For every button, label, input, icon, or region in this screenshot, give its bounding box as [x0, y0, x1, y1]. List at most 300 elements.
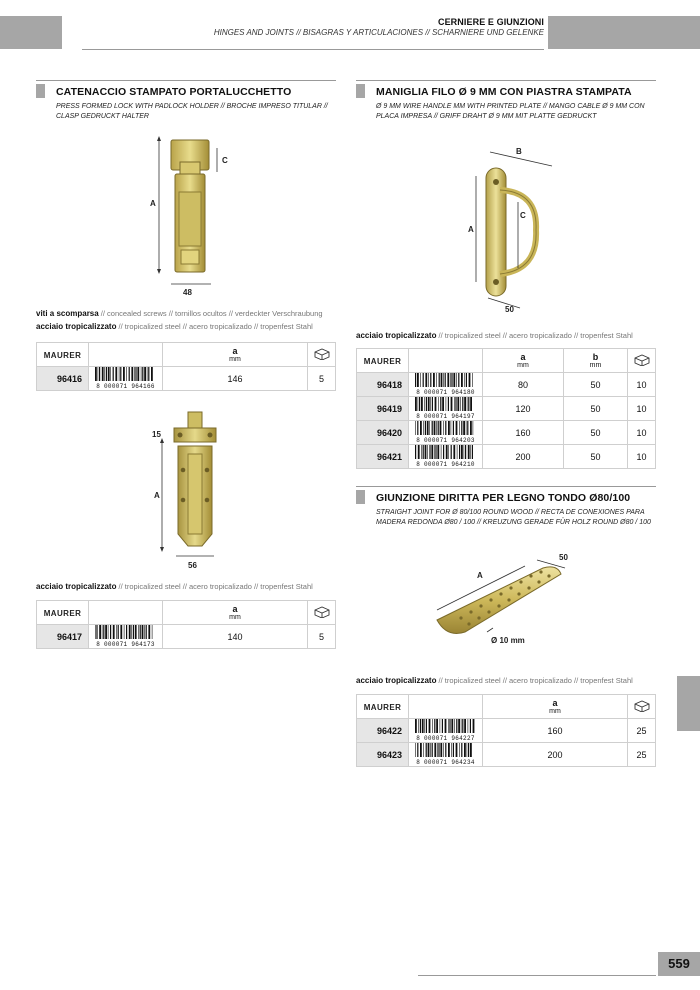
col-a-header: a mm — [163, 601, 308, 625]
barcode-bar — [417, 743, 418, 757]
value-a: 160 — [483, 421, 564, 445]
barcode-bar — [459, 743, 460, 757]
dim-width-label: 48 — [183, 288, 192, 297]
barcode-bar — [459, 445, 460, 459]
barcode-bar — [470, 719, 471, 733]
barcode-bar — [440, 743, 442, 757]
section-divider — [36, 80, 336, 81]
header-left-block — [0, 16, 62, 49]
barcode-bar — [108, 367, 110, 381]
barcode-bar — [427, 421, 429, 435]
barcode-bar — [144, 367, 146, 381]
barcode-bar — [428, 743, 430, 757]
section-subtitle-padlock-latch: PRESS FORMED LOCK WITH PADLOCK HOLDER // BROCHE IMPRESO TITULAR // CLASP GEDRUCKT HALTER — [56, 103, 328, 120]
barcode-bar — [434, 421, 436, 435]
note-material: acciaio tropicalizzato // tropicalized steel // acero tropicalizado // tropenfest Stahl — [356, 676, 633, 685]
brand-logo: MAURER — [357, 349, 409, 373]
straight-joint-image — [425, 548, 585, 652]
padlock-latch-image — [145, 132, 245, 300]
barcode-bar — [461, 445, 463, 459]
barcode-bar — [461, 743, 462, 757]
barcode-bar — [470, 445, 471, 459]
barcode-bar — [120, 367, 121, 381]
barcode-bar — [425, 373, 427, 387]
dim-top-label: 15 — [152, 430, 161, 439]
barcode-bar — [465, 445, 466, 459]
barcode-bar — [440, 719, 441, 733]
product-table-wire-handle — [356, 348, 656, 469]
value-qty: 10 — [628, 445, 656, 469]
pack-quantity-icon — [628, 349, 656, 373]
product-table-96416 — [36, 342, 336, 391]
barcode-bar — [451, 421, 452, 435]
product-code: 96416 — [37, 367, 89, 391]
barcode-bar — [134, 367, 135, 381]
table-row — [357, 373, 656, 397]
barcode-bar — [151, 367, 153, 381]
barcode-bar — [435, 397, 437, 411]
barcode-bar — [451, 445, 452, 459]
barcode-bar — [456, 373, 457, 387]
header-right-block — [548, 16, 700, 49]
product-code: 96417 — [37, 625, 89, 649]
barcode-bar — [468, 445, 470, 459]
value-qty: 25 — [628, 719, 656, 743]
barcode-bar — [455, 397, 456, 411]
barcode-bar — [423, 743, 424, 757]
product-code: 96419 — [357, 397, 409, 421]
barcode-bar — [448, 397, 449, 411]
barcode-bar — [441, 373, 443, 387]
barcode-bar — [466, 373, 467, 387]
barcode-bar — [445, 743, 446, 757]
barcode-bar — [417, 421, 418, 435]
barcode-bar — [468, 719, 469, 733]
value-a: 200 — [483, 445, 564, 469]
barcode-bar — [123, 367, 125, 381]
pack-quantity-icon — [628, 695, 656, 719]
barcode-bar — [451, 373, 452, 387]
barcode-bar — [102, 367, 104, 381]
barcode-bar — [447, 373, 449, 387]
barcode-bar — [129, 367, 130, 381]
barcode-bar — [445, 719, 447, 733]
footer-divider — [418, 975, 656, 976]
barcode-bar — [462, 397, 463, 411]
side-tab — [677, 676, 700, 731]
barcode-bar — [110, 625, 111, 639]
table-header-row — [357, 695, 656, 719]
barcode-bar — [464, 373, 465, 387]
barcode-bar — [454, 397, 455, 411]
barcode-bar — [467, 421, 468, 435]
section-divider — [356, 80, 656, 81]
col-a-header: a mm — [483, 349, 564, 373]
pack-quantity-icon — [308, 601, 336, 625]
barcode-bar — [453, 421, 454, 435]
product-code: 96421 — [357, 445, 409, 469]
barcode-bar — [437, 743, 438, 757]
barcode-bar — [448, 445, 449, 459]
barcode: 8 000071 964227 — [409, 719, 483, 743]
barcode-bar — [448, 421, 450, 435]
dim-diameter-label: Ø 10 mm — [491, 636, 525, 645]
barcode-bar — [473, 421, 474, 435]
pack-quantity-icon — [308, 343, 336, 367]
barcode: 8 000071 964197 — [409, 397, 483, 421]
dim-a-label: A — [150, 199, 156, 208]
barcode-bar — [426, 719, 427, 733]
value-qty: 25 — [628, 743, 656, 767]
value-a: 146 — [163, 367, 308, 391]
barcode-bar — [434, 743, 436, 757]
section-subtitle-wire-handle: Ø 9 MM WIRE HANDLE MM WITH PRINTED PLATE // MANGO CABLE Ø 9 MM CON PLACA IMPRESA // GRIFF DRAHT Ø 9 MM MIT PLATTE GEDRUCKT — [376, 103, 645, 120]
barcode-bar — [415, 445, 416, 459]
barcode-bar — [135, 625, 137, 639]
header-subtitle: HINGES AND JOINTS // BISAGRAS Y ARTICULACIONES // SCHARNIERE UND GELENKE — [213, 28, 544, 37]
barcode-bar — [458, 719, 460, 733]
barcode-bar — [126, 367, 127, 381]
brand-logo: MAURER — [37, 343, 89, 367]
barcode-bar — [466, 421, 467, 435]
barcode-bar — [110, 367, 111, 381]
section-divider — [356, 486, 656, 487]
barcode-bar — [103, 625, 104, 639]
barcode-bar — [427, 445, 428, 459]
barcode-bar — [459, 421, 460, 435]
barcode-bar — [438, 421, 439, 435]
barcode: 8 000071 964173 — [89, 625, 163, 649]
barcode-bar — [437, 445, 439, 459]
barcode-bar — [438, 743, 439, 757]
note-material: acciaio tropicalizzato // tropicalized steel // acero tropicalizado // tropenfest Stahl — [356, 331, 633, 340]
barcode-bar — [462, 719, 463, 733]
barcode-bar — [129, 625, 131, 639]
barcode-bar — [96, 625, 97, 639]
product-table-straight-joint — [356, 694, 656, 767]
barcode-bar — [119, 367, 120, 381]
barcode-bar — [422, 719, 424, 733]
barcode: 8 000071 964210 — [409, 445, 483, 469]
barcode-bar — [453, 373, 455, 387]
barcode-bar — [457, 445, 458, 459]
dim-width-label: 56 — [188, 561, 197, 570]
value-qty: 10 — [628, 397, 656, 421]
barcode-bar — [468, 743, 469, 757]
barcode-bar — [138, 625, 139, 639]
value-b: 50 — [563, 421, 627, 445]
barcode-bar — [432, 743, 433, 757]
dim-b-label: B — [516, 147, 522, 156]
table-header-row — [37, 343, 336, 367]
value-a: 140 — [163, 625, 308, 649]
value-qty: 10 — [628, 421, 656, 445]
table-row — [357, 397, 656, 421]
barcode-bar — [113, 367, 114, 381]
col-b-header: b mm — [563, 349, 627, 373]
barcode-bar — [464, 445, 465, 459]
barcode-bar — [152, 625, 153, 639]
barcode-bar — [426, 397, 427, 411]
barcode-bar — [423, 421, 424, 435]
barcode: 8 000071 964180 — [409, 373, 483, 397]
barcode-bar — [415, 373, 416, 387]
barcode-bar — [421, 397, 423, 411]
barcode-bar — [95, 625, 96, 639]
value-a: 200 — [483, 743, 628, 767]
product-code: 96418 — [357, 373, 409, 397]
barcode-bar — [453, 743, 454, 757]
barcode-bar — [470, 421, 472, 435]
barcode-bar — [148, 367, 149, 381]
barcode-bar — [435, 445, 436, 459]
barcode-bar — [420, 743, 422, 757]
barcode-bar — [460, 397, 461, 411]
barcode-bar — [461, 421, 462, 435]
barcode-bar — [142, 367, 143, 381]
barcode-bar — [113, 625, 115, 639]
col-a-header: a mm — [483, 695, 628, 719]
dim-a-label: A — [468, 225, 474, 234]
note-material: acciaio tropicalizzato // tropicalized steel // acero tropicalizado // tropenfest Stahl — [36, 582, 313, 591]
barcode-bar — [456, 743, 458, 757]
table-header-row — [37, 601, 336, 625]
value-b: 50 — [563, 397, 627, 421]
table-row — [357, 445, 656, 469]
table-row — [37, 367, 336, 391]
product-code: 96423 — [357, 743, 409, 767]
barcode-bar — [423, 445, 424, 459]
barcode-bar — [473, 719, 475, 733]
barcode-bar — [105, 625, 107, 639]
barcode-bar — [415, 719, 417, 733]
barcode: 8 000071 964166 — [89, 367, 163, 391]
barcode-bar — [108, 625, 109, 639]
barcode-bar — [415, 397, 417, 411]
barcode-bar — [133, 625, 134, 639]
barcode-bar — [436, 719, 438, 733]
barcode-bar — [434, 445, 435, 459]
barcode-bar — [454, 719, 455, 733]
barcode-bar — [432, 421, 433, 435]
barcode-bar — [449, 719, 450, 733]
latch-image-96417 — [150, 410, 240, 576]
barcode-bar — [448, 743, 450, 757]
barcode-bar — [426, 743, 427, 757]
barcode-bar — [458, 373, 459, 387]
barcode-bar — [104, 367, 105, 381]
dim-c-label: C — [222, 156, 228, 165]
barcode-bar — [140, 625, 141, 639]
note-concealed-screws: viti a scomparsa // concealed screws // tornillos ocultos // verdeckter Verschraubung — [36, 309, 323, 318]
barcode-bar — [418, 719, 419, 733]
value-qty: 10 — [628, 373, 656, 397]
barcode-bar — [450, 373, 451, 387]
col-a-header: a mm — [163, 343, 308, 367]
barcode-bar — [467, 743, 468, 757]
dim-c-label: C — [520, 211, 526, 220]
barcode-bar — [419, 397, 420, 411]
barcode-bar — [144, 625, 145, 639]
wire-handle-image — [460, 140, 570, 315]
value-a: 80 — [483, 373, 564, 397]
barcode-bar — [418, 445, 420, 459]
barcode-bar — [120, 625, 122, 639]
barcode-bar — [131, 367, 133, 381]
barcode-bar — [418, 397, 419, 411]
section-subtitle-straight-joint: STRAIGHT JOINT FOR Ø 80/100 ROUND WOOD // RECTA DE CONEXIONES PARA MADERA REDONDA Ø80 / 100 // KREUZUNG GERADE FÜR HOLZ ROUND Ø80 / 100 — [376, 509, 651, 526]
barcode-bar — [443, 421, 444, 435]
barcode-bar — [99, 367, 100, 381]
barcode: 8 000071 964234 — [409, 743, 483, 767]
page-number: 559 — [658, 952, 700, 976]
barcode-bar — [464, 719, 466, 733]
barcode-bar — [441, 445, 442, 459]
section-marker — [356, 84, 365, 98]
dim-a-label: A — [154, 491, 160, 500]
barcode-bar — [95, 367, 97, 381]
barcode-bar — [425, 421, 426, 435]
barcode-bar — [430, 397, 431, 411]
barcode-bar — [443, 743, 444, 757]
barcode-bar — [445, 373, 446, 387]
barcode-bar — [420, 421, 422, 435]
barcode-bar — [451, 743, 452, 757]
section-marker — [356, 490, 365, 504]
barcode-bar — [126, 625, 127, 639]
barcode-bar — [446, 397, 447, 411]
barcode-bar — [472, 373, 473, 387]
barcode-bar — [461, 373, 463, 387]
barcode-bar — [118, 625, 119, 639]
value-a: 120 — [483, 397, 564, 421]
barcode-bar — [420, 719, 421, 733]
barcode-bar — [102, 625, 103, 639]
value-a: 160 — [483, 719, 628, 743]
barcode-bar — [456, 421, 458, 435]
barcode-bar — [469, 373, 471, 387]
barcode-bar — [464, 743, 466, 757]
dim-width-label: 50 — [505, 305, 514, 314]
barcode-bar — [470, 743, 472, 757]
barcode-bar — [467, 397, 468, 411]
dim-a-label: A — [477, 571, 483, 580]
barcode-bar — [443, 445, 444, 459]
barcode-bar — [428, 397, 430, 411]
barcode-bar — [141, 367, 142, 381]
barcode-bar — [446, 445, 448, 459]
section-title-wire-handle: MANIGLIA FILO Ø 9 MM CON PIASTRA STAMPATA — [376, 86, 632, 98]
value-b: 50 — [563, 445, 627, 469]
barcode-bar — [468, 397, 469, 411]
table-row — [357, 421, 656, 445]
barcode-bar — [429, 719, 431, 733]
barcode-bar — [146, 625, 147, 639]
barcode: 8 000071 964203 — [409, 421, 483, 445]
barcode-bar — [137, 367, 139, 381]
note-material: acciaio tropicalizzato // tropicalized steel // acero tropicalizado // tropenfest Stahl — [36, 322, 313, 331]
barcode-bar — [448, 719, 449, 733]
barcode-bar — [430, 373, 431, 387]
barcode-bar — [420, 373, 421, 387]
barcode-bar — [429, 421, 430, 435]
barcode-bar — [99, 625, 101, 639]
barcode-bar — [425, 445, 427, 459]
barcode-bar — [415, 743, 416, 757]
barcode-bar — [116, 625, 117, 639]
section-title-straight-joint: GIUNZIONE DIRITTA PER LEGNO TONDO Ø80/100 — [376, 492, 631, 504]
barcode-bar — [451, 397, 453, 411]
barcode-bar — [429, 445, 430, 459]
brand-logo: MAURER — [37, 601, 89, 625]
barcode-bar — [115, 367, 117, 381]
barcode-bar — [421, 445, 422, 459]
barcode-bar — [472, 445, 473, 459]
barcode-bar — [457, 397, 459, 411]
barcode-bar — [440, 421, 442, 435]
barcode-bar — [432, 719, 433, 733]
barcode-bar — [433, 373, 435, 387]
barcode-bar — [430, 743, 431, 757]
barcode-bar — [442, 397, 444, 411]
section-title-padlock-latch: CATENACCIO STAMPATO PORTALUCCHETTO — [56, 86, 292, 98]
barcode-bar — [142, 625, 144, 639]
barcode-bar — [424, 397, 425, 411]
barcode-bar — [428, 373, 429, 387]
barcode-bar — [463, 421, 465, 435]
barcode-bar — [431, 445, 433, 459]
barcode-bar — [98, 367, 99, 381]
barcode-bar — [440, 397, 441, 411]
barcode-bar — [445, 421, 446, 435]
header-title: CERNIERE E GIUNZIONI — [437, 17, 544, 27]
barcode-bar — [135, 367, 136, 381]
table-row — [37, 625, 336, 649]
barcode-bar — [434, 719, 435, 733]
product-table-96417 — [36, 600, 336, 649]
barcode-bar — [415, 421, 416, 435]
value-qty: 5 — [308, 625, 336, 649]
barcode-bar — [439, 373, 440, 387]
table-row — [357, 743, 656, 767]
barcode-bar — [124, 625, 125, 639]
barcode-bar — [442, 719, 443, 733]
barcode-bar — [106, 367, 107, 381]
barcode-bar — [131, 625, 132, 639]
dim-width-label: 50 — [559, 553, 568, 562]
barcode-bar — [432, 397, 433, 411]
barcode-bar — [456, 719, 457, 733]
barcode-bar — [470, 397, 472, 411]
barcode-bar — [436, 373, 437, 387]
product-code: 96422 — [357, 719, 409, 743]
barcode-bar — [147, 367, 148, 381]
barcode-bar — [443, 373, 444, 387]
barcode-bar — [461, 719, 462, 733]
barcode-bar — [464, 397, 466, 411]
value-qty: 5 — [308, 367, 336, 391]
brand-logo: MAURER — [357, 695, 409, 719]
product-code: 96420 — [357, 421, 409, 445]
header-divider — [82, 49, 544, 50]
barcode-bar — [424, 719, 425, 733]
barcode-bar — [423, 373, 424, 387]
barcode-bar — [453, 445, 455, 459]
section-marker — [36, 84, 45, 98]
barcode-bar — [417, 373, 419, 387]
barcode-bar — [148, 625, 150, 639]
table-header-row — [357, 349, 656, 373]
